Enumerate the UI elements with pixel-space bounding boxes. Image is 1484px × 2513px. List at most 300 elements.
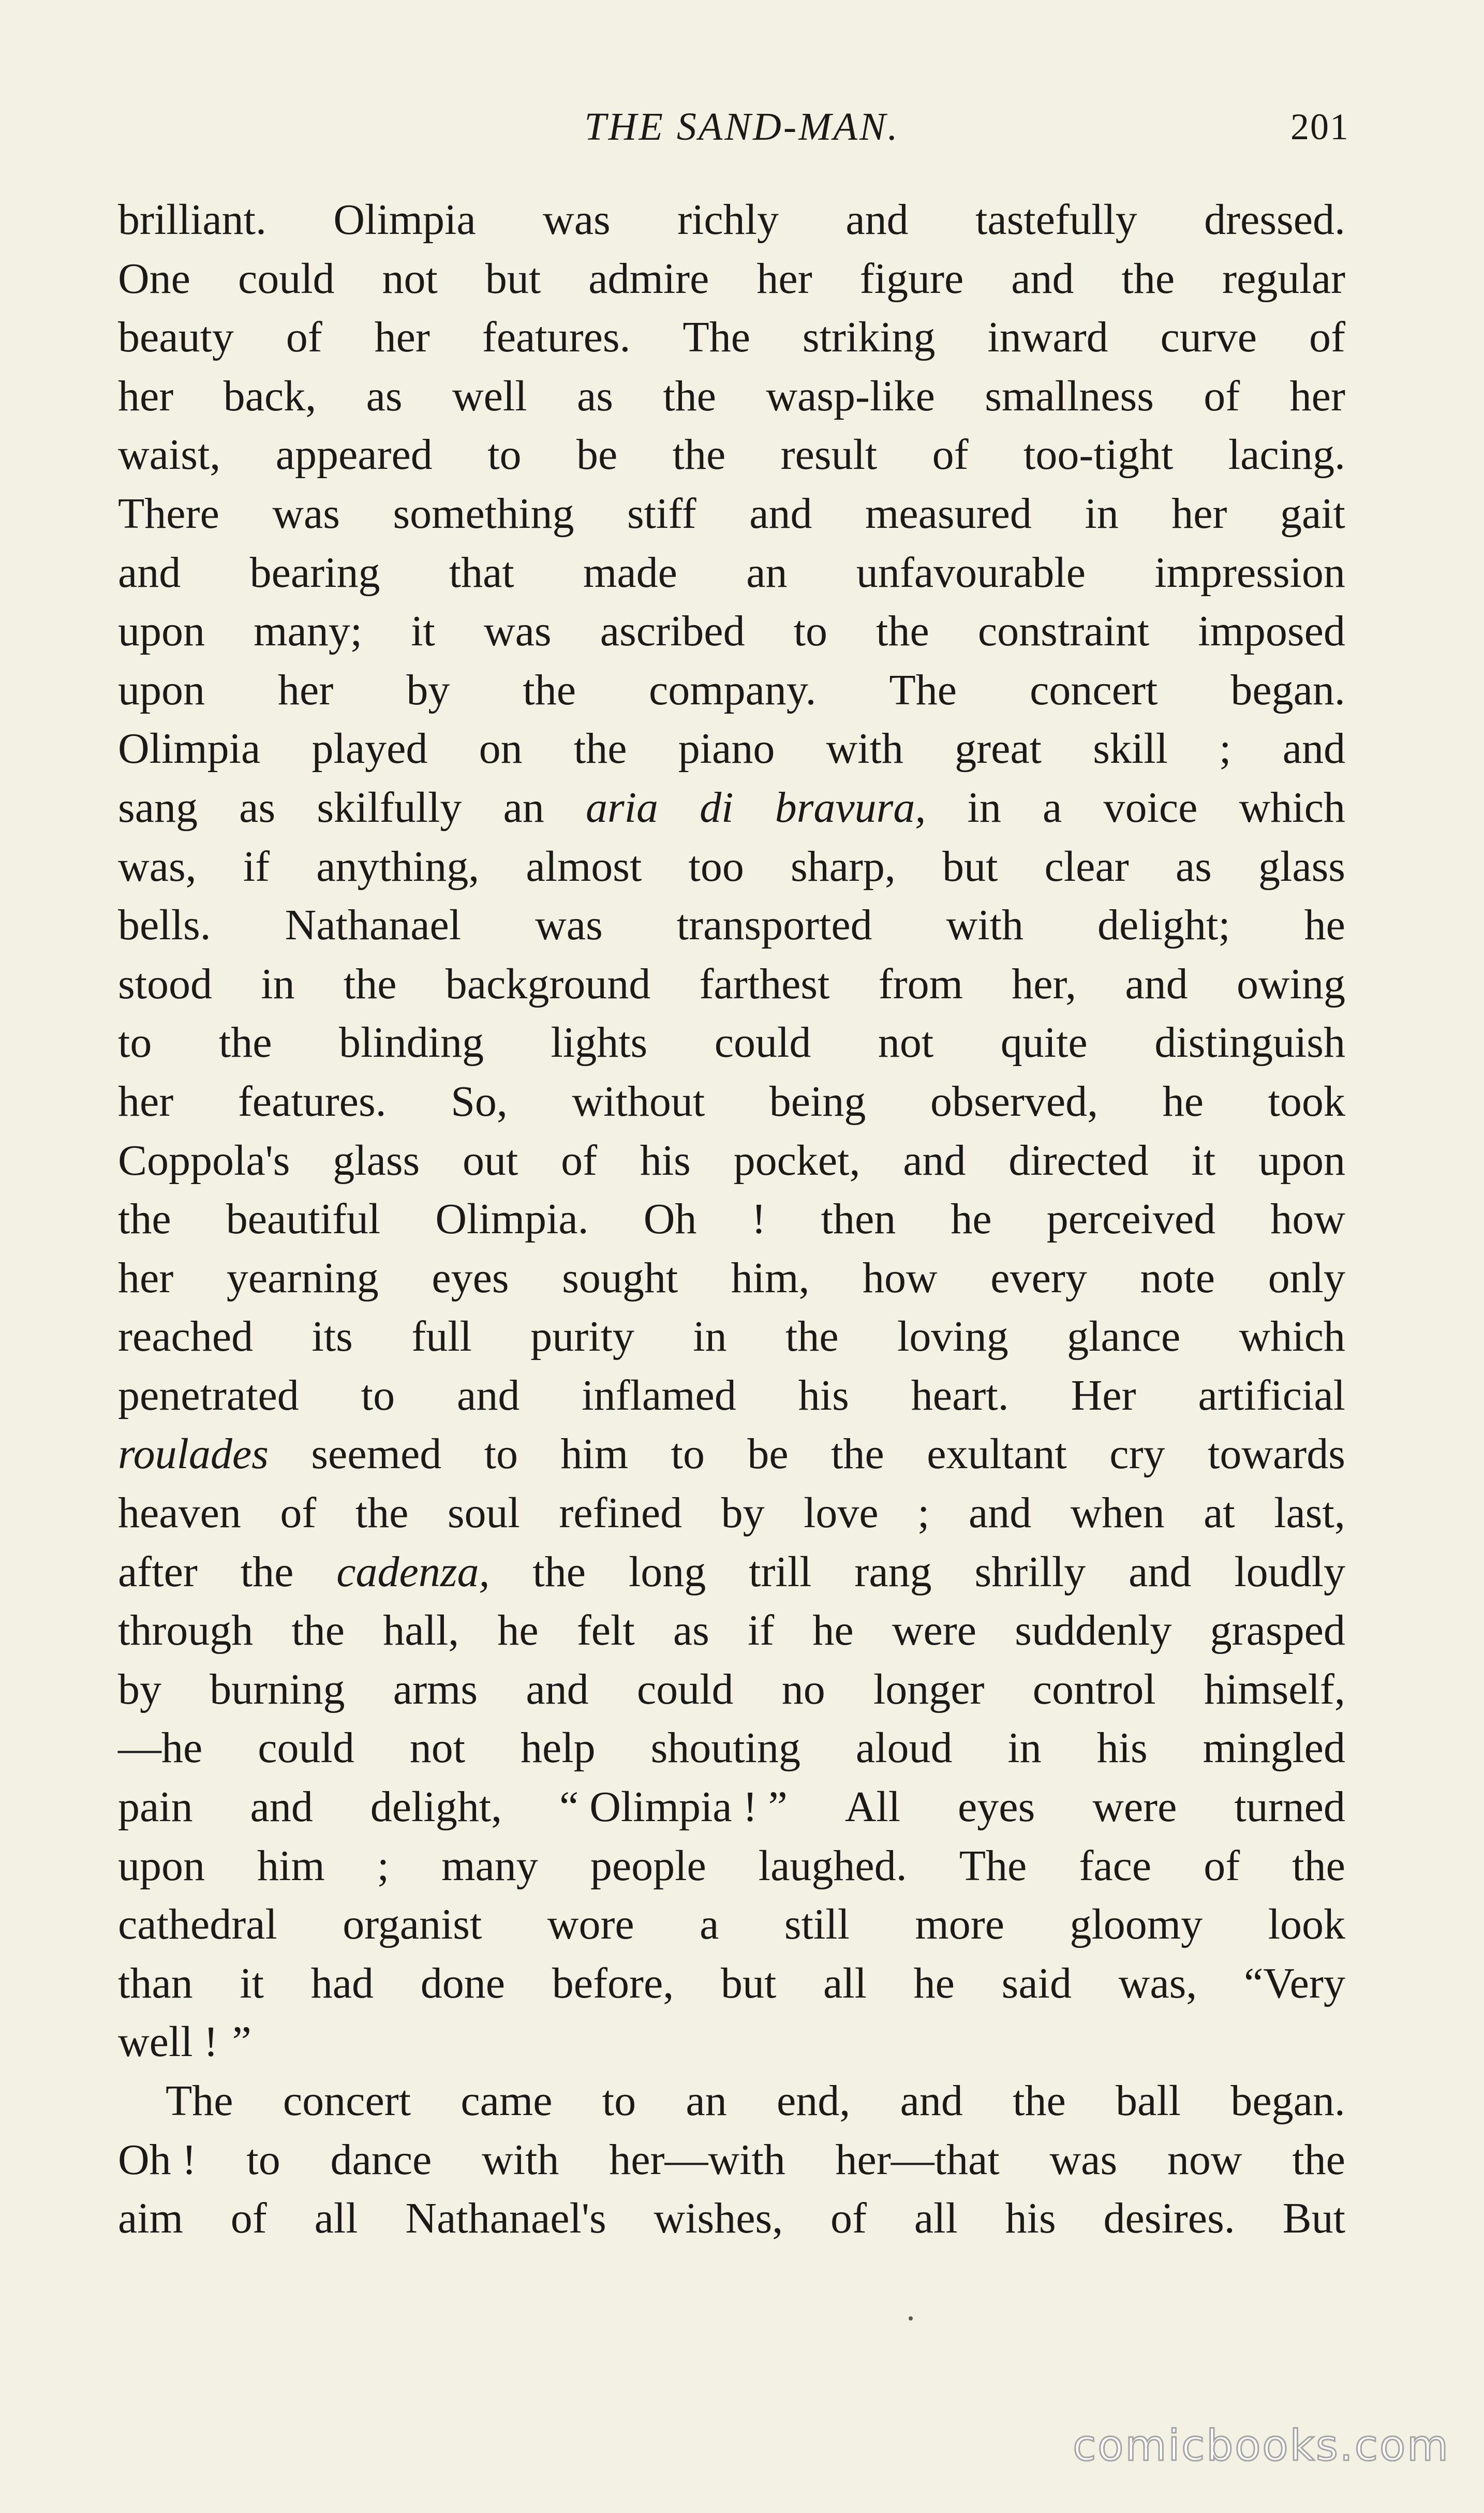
word: concert [283, 2077, 411, 2125]
text-line [118, 1660, 1345, 1719]
word: by [721, 1489, 765, 1538]
word: her [278, 666, 334, 714]
text-line [118, 1601, 1345, 1660]
running-head [119, 98, 1365, 155]
word: the [663, 372, 716, 420]
word: suddenly [1015, 1606, 1172, 1655]
word: Olimpia. [435, 1195, 589, 1244]
word: before, [552, 1959, 674, 2007]
word: glance [1067, 1312, 1181, 1361]
word: back, [223, 372, 317, 420]
text-line [118, 1366, 1345, 1425]
word: that [449, 548, 514, 597]
word: owing [1236, 959, 1345, 1008]
text-line [118, 1954, 1345, 2013]
word: voice [1103, 783, 1198, 832]
word: in [1007, 1724, 1042, 1772]
word: could [258, 1724, 354, 1772]
word: company. [649, 666, 817, 714]
word: he [497, 1606, 539, 1655]
word: Oh [643, 1195, 697, 1244]
word: ” [232, 2018, 251, 2066]
word: and [845, 196, 909, 244]
word: control [1032, 1665, 1156, 1713]
text-line [118, 1895, 1345, 1954]
word: his [798, 1371, 849, 1420]
word: quite [1000, 1018, 1088, 1067]
word: if [243, 842, 270, 891]
word: love [804, 1489, 879, 1538]
word: directed [1008, 1136, 1149, 1185]
word: if [747, 1606, 775, 1655]
word: soul [447, 1489, 520, 1538]
word: the [240, 1547, 294, 1596]
word: Her [1071, 1371, 1136, 1420]
word: reached [118, 1312, 254, 1361]
word: was [543, 196, 611, 244]
word: no [781, 1665, 825, 1713]
text-line [118, 308, 1345, 367]
word: farthest [699, 959, 830, 1008]
word: aim [118, 2194, 183, 2243]
word: laughed. [758, 1841, 907, 1890]
text-line [118, 1013, 1345, 1072]
word: upon [118, 666, 205, 714]
text-line [118, 778, 1345, 837]
word: when [1070, 1489, 1165, 1538]
word: penetrated [118, 1371, 299, 1420]
word: turned [1234, 1783, 1345, 1831]
text-line [118, 367, 1345, 426]
word: as [239, 783, 276, 832]
watermark: comicbooks.com [1073, 2421, 1450, 2471]
word: eyes [432, 1253, 509, 1302]
word: every [990, 1253, 1087, 1302]
word: the [291, 1606, 345, 1655]
word: But [1282, 2194, 1345, 2243]
text-line [118, 1072, 1345, 1131]
word: too [688, 842, 744, 891]
word: himself, [1204, 1665, 1345, 1713]
word: of [1309, 313, 1345, 362]
word: how [863, 1253, 938, 1302]
word: ; [917, 1489, 930, 1538]
word: shrilly [974, 1547, 1086, 1596]
word: after [118, 1547, 198, 1596]
word: “ Olimpia ! ” [559, 1783, 788, 1831]
word: was [535, 901, 603, 950]
text-line [118, 896, 1345, 955]
word: —he [118, 1724, 203, 1772]
word: curve [1160, 313, 1257, 362]
word: sharp, [790, 842, 896, 891]
word: sought [562, 1253, 678, 1302]
word: of [561, 1136, 598, 1185]
word: towards [1208, 1430, 1345, 1479]
word: the [831, 1430, 884, 1479]
word: appeared [275, 431, 433, 479]
word: wishes, [654, 2194, 783, 2243]
word: arms [393, 1665, 478, 1713]
text-line [118, 1837, 1345, 1896]
word: rang [854, 1547, 932, 1596]
word: So, [451, 1077, 508, 1126]
word: him [257, 1841, 325, 1890]
word: but [942, 842, 998, 891]
word: One [118, 254, 190, 303]
word: its [311, 1312, 353, 1361]
word: more [915, 1900, 1005, 1949]
word: not [409, 1724, 466, 1772]
word: was, [1118, 1959, 1197, 2007]
word: in [693, 1312, 727, 1361]
word: her [118, 372, 174, 420]
word: glass [1258, 842, 1345, 891]
word: mingled [1203, 1724, 1345, 1772]
word: the [573, 725, 627, 773]
word: result [780, 431, 878, 479]
word: an [686, 2077, 727, 2125]
word: bearing [249, 548, 380, 597]
word: smallness [985, 372, 1154, 420]
word: the [355, 1489, 409, 1538]
word: burning [210, 1665, 345, 1713]
text-line [118, 1307, 1345, 1366]
word: her [374, 313, 430, 362]
word: to [793, 607, 828, 656]
word: something [393, 489, 574, 538]
word: and [1282, 725, 1345, 773]
word: her, [1012, 959, 1077, 1008]
word: to [246, 2135, 280, 2184]
word: he [913, 1959, 955, 2007]
word: shouting [650, 1724, 800, 1772]
word: were [1092, 1783, 1177, 1831]
word: stiff [627, 489, 696, 538]
word: longer [873, 1665, 985, 1713]
running-title: THE SAND-MAN. [584, 105, 900, 149]
word: be [576, 431, 618, 479]
word: by [406, 666, 450, 714]
word: but [720, 1959, 777, 2007]
word: played [311, 725, 428, 773]
word: face [1079, 1841, 1152, 1890]
word: the [218, 1018, 272, 1067]
word: he [951, 1195, 992, 1244]
word: was [483, 607, 552, 656]
word: the [1292, 1841, 1345, 1890]
word: and [968, 1489, 1032, 1538]
word: full [411, 1312, 472, 1361]
text-line [118, 1249, 1345, 1308]
word: an [503, 783, 544, 832]
word: the [785, 1312, 839, 1361]
word: dance [330, 2135, 432, 2184]
word: delight, [370, 1783, 502, 1831]
word: delight; [1097, 901, 1230, 950]
word: The [889, 666, 957, 714]
word: the [1292, 2135, 1345, 2184]
word: her—with [609, 2135, 785, 2184]
text-line [118, 190, 1345, 249]
word: as [576, 372, 613, 420]
word: had [310, 1959, 374, 2007]
word: cadenza, [336, 1547, 490, 1596]
word: bravura, [775, 783, 926, 832]
word: of [830, 2194, 867, 2243]
text-line [118, 2189, 1345, 2248]
word: only [1268, 1253, 1345, 1302]
word: impression [1154, 548, 1345, 597]
text-line [118, 719, 1345, 778]
word: regular [1222, 254, 1345, 303]
word: clear [1044, 842, 1129, 891]
word: help [521, 1724, 596, 1772]
page-number: 201 [1290, 106, 1349, 147]
word: “Very [1244, 1959, 1345, 2007]
text-line [118, 543, 1345, 602]
word: the [523, 666, 576, 714]
word: di [700, 783, 734, 832]
text-line [118, 1484, 1345, 1543]
text-line [118, 2072, 1345, 2131]
word: done [420, 1959, 506, 2007]
word: to [118, 1018, 152, 1067]
word: in [1085, 489, 1119, 538]
text-line [118, 1543, 1345, 1602]
word: too-tight [1023, 431, 1174, 479]
word: admire [588, 254, 709, 303]
word: and [1011, 254, 1074, 303]
word: began. [1230, 666, 1345, 714]
word: artificial [1198, 1371, 1345, 1420]
word: dressed. [1204, 196, 1345, 244]
word: bells. [118, 901, 211, 950]
word: grasped [1210, 1606, 1345, 1655]
word: to [484, 1430, 518, 1479]
word: as [673, 1606, 709, 1655]
word: features. [238, 1077, 387, 1126]
text-line [118, 1425, 1345, 1484]
text-line [118, 2131, 1345, 2190]
word: said [1001, 1959, 1072, 2007]
word: Olimpia [118, 725, 261, 773]
word: his [1096, 1724, 1148, 1772]
word: perceived [1046, 1195, 1216, 1244]
word: great [955, 725, 1042, 773]
word: her—that [835, 2135, 1000, 2184]
text-line [118, 602, 1345, 661]
word: note [1140, 1253, 1215, 1302]
word: long [628, 1547, 706, 1596]
word: heart. [911, 1371, 1009, 1420]
word: then [821, 1195, 896, 1244]
word: and [900, 2077, 963, 2125]
word: to [361, 1371, 395, 1420]
word: all [823, 1959, 867, 2007]
word: constraint [977, 607, 1150, 656]
word: her [1171, 489, 1227, 538]
word: upon [118, 607, 205, 656]
word: the [1013, 2077, 1066, 2125]
word: features. [482, 313, 631, 362]
word: the [876, 607, 929, 656]
word: purity [530, 1312, 634, 1361]
word: him, [731, 1253, 810, 1302]
word: Nathanael [285, 901, 462, 950]
text-line [118, 1190, 1345, 1249]
word: the [1121, 254, 1175, 303]
word: could [636, 1665, 734, 1713]
word: an [746, 548, 788, 597]
word: eyes [958, 1783, 1035, 1831]
word: Coppola's [118, 1136, 290, 1185]
word: roulades [118, 1430, 269, 1479]
word: look [1268, 1900, 1345, 1949]
word: being [769, 1077, 866, 1126]
word: distinguish [1154, 1018, 1345, 1067]
word: The [682, 313, 751, 362]
word: transported [676, 901, 872, 950]
word: of [932, 431, 969, 479]
word: sang [118, 783, 198, 832]
word: beauty [118, 313, 234, 362]
word: piano [678, 725, 775, 773]
text-line [118, 2013, 1345, 2072]
word: the [672, 431, 726, 479]
word: on [479, 725, 523, 773]
word: tastefully [975, 196, 1137, 244]
word: felt [576, 1606, 635, 1655]
word: well [452, 372, 527, 420]
word: aloud [855, 1724, 953, 1772]
word: was, [118, 842, 197, 891]
word: her [756, 254, 812, 303]
word: upon [1258, 1136, 1345, 1185]
word: through [118, 1606, 254, 1655]
word: pain [118, 1783, 193, 1831]
word: with [946, 901, 1024, 950]
word: with [482, 2135, 559, 2184]
word: of [280, 1489, 317, 1538]
word: to [602, 2077, 636, 2125]
word: refined [559, 1489, 682, 1538]
word: still [784, 1900, 850, 1949]
word: exultant [927, 1430, 1067, 1479]
word: and [1129, 1547, 1192, 1596]
word: now [1167, 2135, 1242, 2184]
word: end, [777, 2077, 851, 2125]
word: he [1162, 1077, 1204, 1126]
word: stood [118, 959, 213, 1008]
word: wasp-like [766, 372, 935, 420]
word: not [878, 1018, 934, 1067]
word: Nathanael's [405, 2194, 606, 2243]
word: it [240, 1959, 264, 2007]
word: heaven [118, 1489, 241, 1538]
word: ascribed [600, 607, 745, 656]
word: in [261, 959, 295, 1008]
word: and [749, 489, 812, 538]
word: many [441, 1841, 538, 1890]
word: was [1049, 2135, 1118, 2184]
word: concert [1030, 666, 1158, 714]
word: and [526, 1665, 589, 1713]
text-line [118, 661, 1345, 720]
word: at [1204, 1489, 1235, 1538]
word: he [812, 1606, 854, 1655]
word: loving [897, 1312, 1008, 1361]
word: cathedral [118, 1900, 277, 1949]
word: of [1204, 372, 1240, 420]
word: The [959, 1841, 1027, 1890]
word: it [1191, 1136, 1216, 1185]
word: yearning [226, 1253, 379, 1302]
word: glass [333, 1136, 420, 1185]
word: loudly [1234, 1547, 1345, 1596]
word: figure [859, 254, 964, 303]
word: him [560, 1430, 629, 1479]
word: almost [526, 842, 642, 891]
word: brilliant. [118, 196, 266, 244]
word: could [238, 254, 335, 303]
word: striking [802, 313, 936, 362]
word: seemed [311, 1430, 442, 1479]
word: as [366, 372, 403, 420]
word: it [411, 607, 435, 656]
text-line [118, 1131, 1345, 1190]
word: gloomy [1070, 1900, 1203, 1949]
word: her [1289, 372, 1345, 420]
text-line [118, 955, 1345, 1014]
word: how [1270, 1195, 1345, 1244]
word: began. [1230, 2077, 1345, 2125]
word: gait [1280, 489, 1345, 538]
word: lights [551, 1018, 648, 1067]
word: All [844, 1783, 901, 1831]
word: than [118, 1959, 193, 2007]
word: people [590, 1841, 706, 1890]
word: by [118, 1665, 161, 1713]
text-line [118, 1719, 1345, 1778]
word: skilfully [317, 783, 462, 832]
word: made [583, 548, 677, 597]
word: took [1268, 1077, 1345, 1126]
word: inward [987, 313, 1108, 362]
word: all [914, 2194, 958, 2243]
word: which [1239, 783, 1345, 832]
word: in [967, 783, 1001, 832]
word: was [272, 489, 340, 538]
text-line [118, 837, 1345, 896]
text-line [118, 425, 1345, 484]
text-line [118, 1778, 1345, 1837]
word: well ! [118, 2018, 218, 2066]
word: upon [118, 1841, 205, 1890]
word: a [700, 1900, 719, 1949]
word: to [487, 431, 522, 479]
word: were [892, 1606, 977, 1655]
word: to [671, 1430, 705, 1479]
word: the [532, 1547, 586, 1596]
word: all [314, 2194, 358, 2243]
word: as [1175, 842, 1212, 891]
word: desires. [1103, 2194, 1235, 2243]
word: her [118, 1077, 174, 1126]
word: came [461, 2077, 553, 2125]
word: her [118, 1253, 174, 1302]
word: many; [254, 607, 363, 656]
